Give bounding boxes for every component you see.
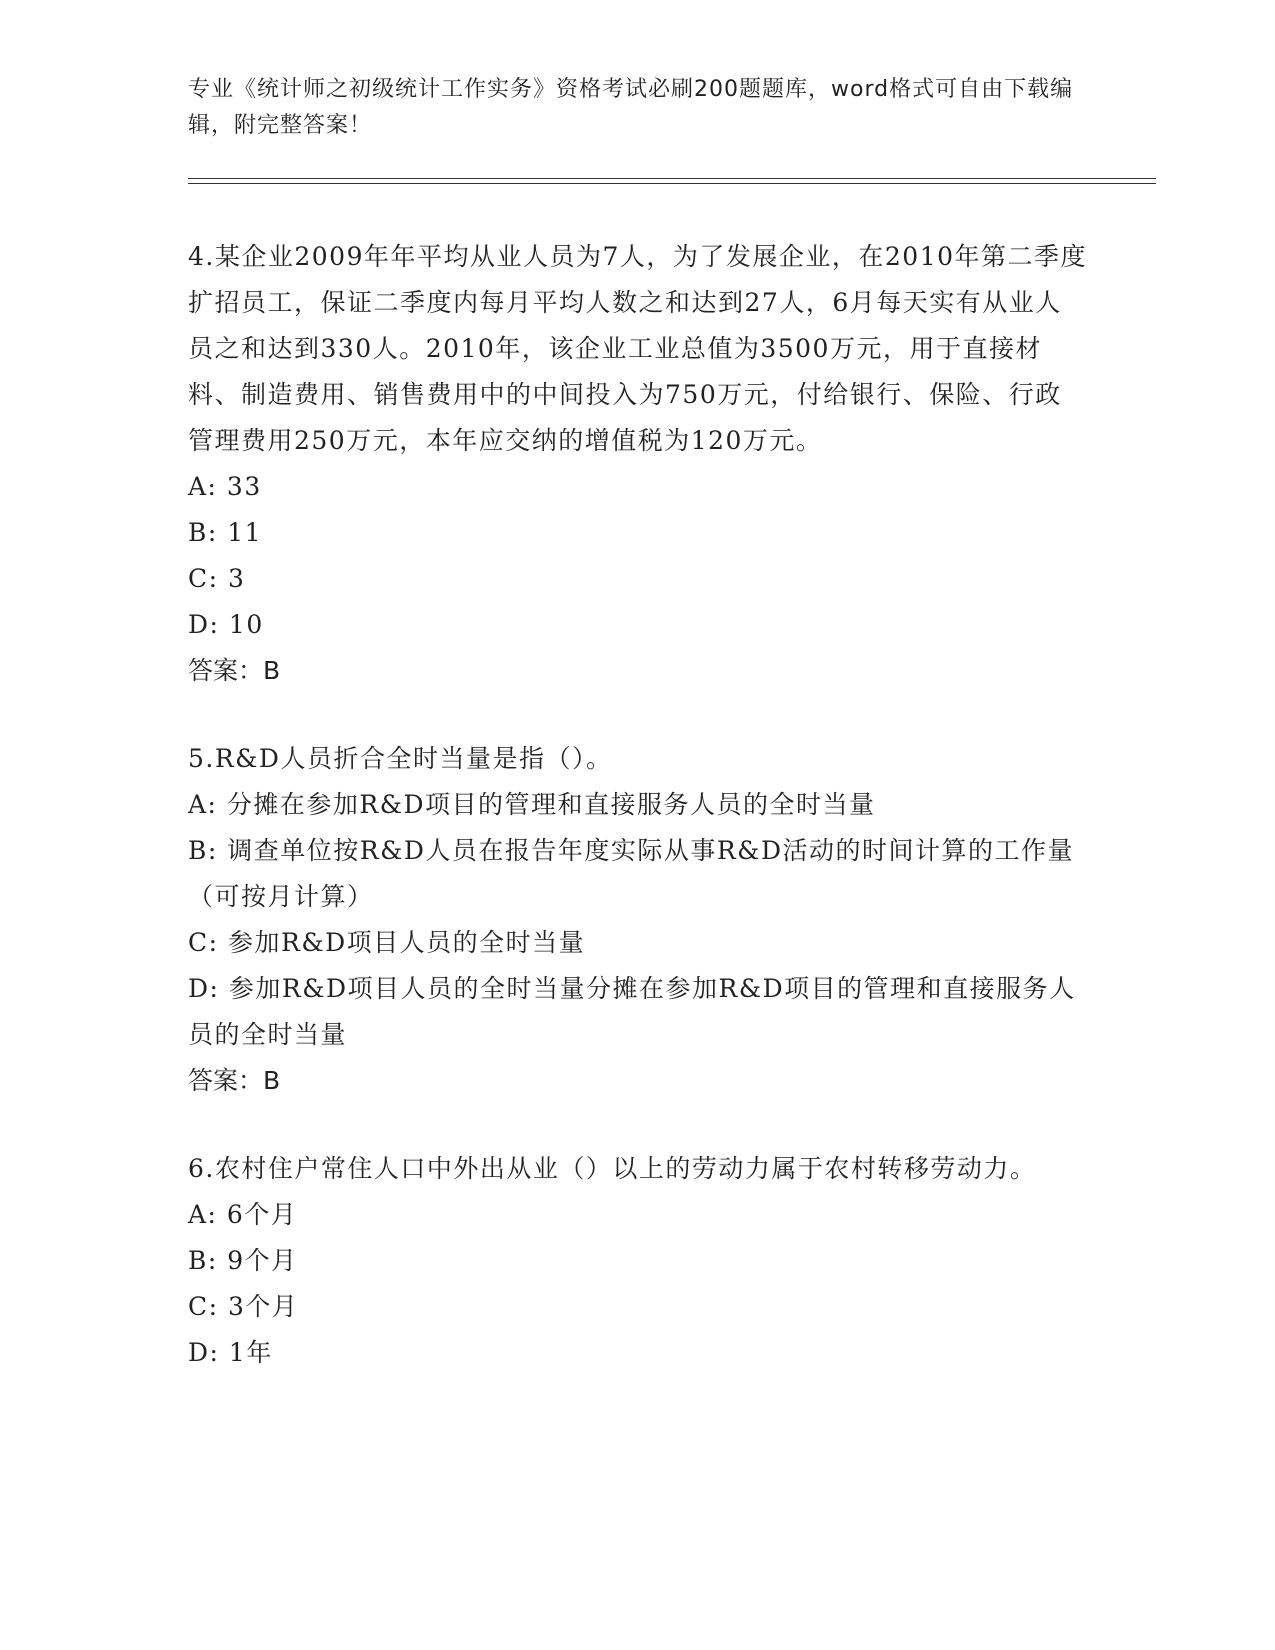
option-b: B: 9个月	[188, 1246, 298, 1275]
question-stem: 4.某企业2009年年平均从业人员为7人，为了发展企业，在2010年第二季度扩招员工，保证二季度内每月平均人数之和达到27人，6月每天实有从业人员之和达到330人。2010年，该企业工业总值为3500万元，用于直接材料、制造费用、销售费用中的中间投入为750万元，付给银行、保险、行政管理费用250万元，本年应交纳的增值税为120万元。	[188, 242, 1088, 455]
option-a: A: 分摊在参加R&D项目的管理和直接服务人员的全时当量	[188, 790, 876, 819]
question-list	[188, 234, 1088, 1376]
answer-line: 答案：B	[188, 1066, 281, 1095]
question-spacer	[188, 1104, 1088, 1146]
option-d: D: 10	[188, 610, 264, 639]
question-stem: 5.R&D人员折合全时当量是指（）。	[188, 744, 613, 773]
option-d: D: 参加R&D项目人员的全时当量分摊在参加R&D项目的管理和直接服务人员的全时当量	[188, 974, 1076, 1049]
answer-line: 答案：B	[188, 656, 281, 685]
header-divider	[188, 178, 1156, 179]
option-b: B: 调查单位按R&D人员在报告年度实际从事R&D活动的时间计算的工作量（可按月计算）	[188, 836, 1074, 911]
question-4	[188, 234, 1088, 694]
question-spacer	[188, 694, 1088, 736]
question-6	[188, 1146, 1088, 1376]
option-a: A: 6个月	[188, 1200, 298, 1229]
option-a: A: 33	[188, 472, 262, 501]
document-header: 专业《统计师之初级统计工作实务》资格考试必刷200题题库，word格式可自由下载编辑，附完整答案！	[188, 77, 1074, 138]
option-d: D: 1年	[188, 1338, 273, 1367]
option-b: B: 11	[188, 518, 263, 547]
header-divider-secondary	[188, 183, 1156, 184]
question-5	[188, 736, 1088, 1104]
option-c: C: 3个月	[188, 1292, 299, 1321]
option-c: C: 参加R&D项目人员的全时当量	[188, 928, 586, 957]
option-c: C: 3	[188, 564, 246, 593]
question-stem: 6.农村住户常住人口中外出从业（）以上的劳动力属于农村转移劳动力。	[188, 1154, 1037, 1183]
